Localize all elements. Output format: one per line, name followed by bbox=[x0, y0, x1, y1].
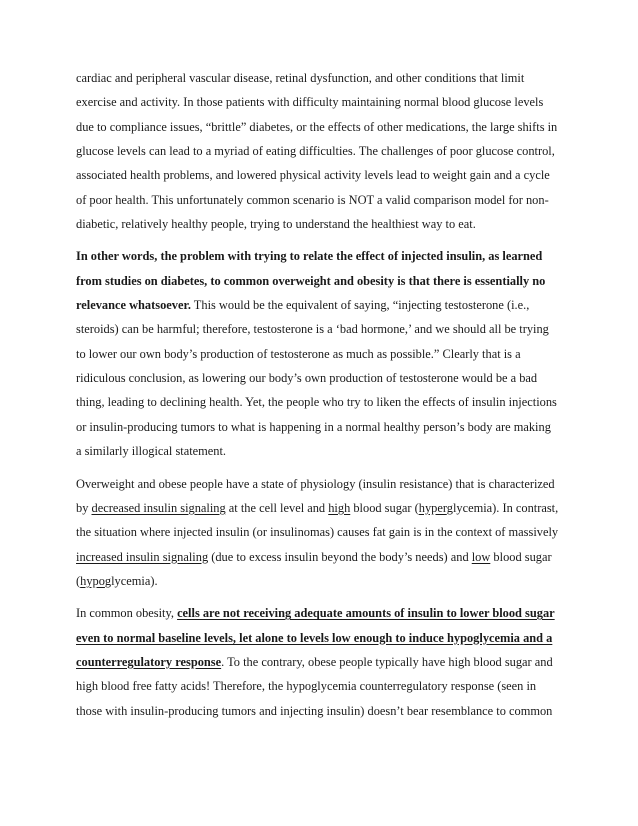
text-run: the situation where injected insulin (or insulinomas) causes fat gain is in the context of massively bbox=[76, 525, 559, 540]
underlined-text: hyper bbox=[418, 500, 447, 515]
text-line bbox=[76, 390, 566, 414]
text-run: Overweight and obese people have a state of physiology (insulin resistance) that is characterized bbox=[76, 476, 555, 491]
text-run: at the cell level and bbox=[225, 500, 329, 515]
text-run: blood sugar bbox=[490, 549, 552, 564]
text-line bbox=[76, 674, 566, 698]
document-page bbox=[76, 66, 566, 731]
bold-text: relevance whatsoever. bbox=[76, 298, 191, 313]
emphasized-text: cells are not receiving adequate amounts of insulin to lower blood sugar bbox=[177, 606, 555, 621]
text-run: (due to excess insulin beyond the body’s needs) and bbox=[208, 549, 472, 564]
underlined-text: low bbox=[471, 549, 491, 564]
text-line bbox=[76, 439, 566, 463]
text-run: cardiac and peripheral vascular disease, retinal dysfunction, and other conditions that limit bbox=[76, 71, 525, 85]
text-run: glycemia). bbox=[104, 573, 158, 588]
text-run: to lower our own body’s production of testosterone as much as possible.” Clearly that is a bbox=[76, 346, 521, 361]
text-line bbox=[76, 650, 566, 674]
text-run: diabetic, relatively healthy people, trying to understand the healthiest way to eat. bbox=[76, 217, 476, 232]
text-line bbox=[76, 66, 566, 90]
text-line bbox=[76, 626, 566, 650]
text-line bbox=[76, 188, 566, 212]
text-run: by bbox=[76, 500, 92, 515]
text-run: ridiculous conclusion, as lowering our body’s own production of testosterone would be a bad bbox=[76, 371, 538, 386]
bold-text: In other words, the problem with trying to relate the effect of injected insulin, as learned bbox=[76, 249, 543, 264]
text-line bbox=[76, 269, 566, 293]
text-line bbox=[76, 244, 566, 268]
text-line bbox=[76, 699, 566, 723]
text-run: exercise and activity. In those patients with difficulty maintaining normal blood glucose levels bbox=[76, 95, 544, 110]
paragraph bbox=[76, 601, 566, 723]
text-line bbox=[76, 496, 566, 520]
text-run: blood sugar ( bbox=[350, 500, 419, 515]
text-line bbox=[76, 342, 566, 366]
text-run: associated health problems, and lowered physical activity levels lead to weight gain and a cycle bbox=[76, 168, 550, 183]
text-run: those with insulin-producing tumors and injecting insulin) doesn’t bear resemblance to common bbox=[76, 703, 553, 718]
text-line bbox=[76, 366, 566, 390]
text-line bbox=[76, 415, 566, 439]
text-line bbox=[76, 545, 566, 569]
text-line bbox=[76, 163, 566, 187]
text-line bbox=[76, 115, 566, 139]
text-line bbox=[76, 317, 566, 341]
text-line bbox=[76, 139, 566, 163]
text-line bbox=[76, 90, 566, 114]
text-run: thing, leading to declining health. Yet, the people who try to liken the effects of insulin injections bbox=[76, 395, 557, 410]
paragraph bbox=[76, 472, 566, 594]
text-line bbox=[76, 293, 566, 317]
text-run: glucose levels can lead to a myriad of eating difficulties. The challenges of poor glucose control, bbox=[76, 144, 555, 159]
text-line bbox=[76, 601, 566, 625]
text-run: ( bbox=[76, 573, 81, 588]
text-run: glycemia). In contrast, bbox=[446, 500, 559, 515]
text-run: In common obesity, bbox=[76, 606, 178, 621]
underlined-text: high bbox=[328, 500, 351, 515]
text-line bbox=[76, 520, 566, 544]
underlined-text: hypo bbox=[80, 573, 105, 588]
text-line bbox=[76, 472, 566, 496]
text-run: . To the contrary, obese people typically have high blood sugar and bbox=[221, 654, 553, 669]
text-run: of poor health. This unfortunately common scenario is NOT a valid comparison model for non- bbox=[76, 192, 549, 207]
text-run: due to compliance issues, “brittle” diabetes, or the effects of other medications, the large shifts in bbox=[76, 119, 558, 134]
text-run: a similarly illogical statement. bbox=[76, 444, 227, 459]
paragraph bbox=[76, 244, 566, 463]
text-run: or insulin-producing tumors to what is happening in a normal healthy person’s body are making bbox=[76, 419, 551, 434]
emphasized-text: counterregulatory response bbox=[76, 654, 222, 669]
text-line bbox=[76, 212, 566, 236]
underlined-text: decreased insulin signaling bbox=[91, 500, 226, 515]
paragraph bbox=[76, 66, 566, 236]
text-run: steroids) can be harmful; therefore, testosterone is a ‘bad hormone,’ and we should all be trying bbox=[76, 322, 549, 337]
bold-text: from studies on diabetes, to common overweight and obesity is that there is essentially no bbox=[76, 273, 546, 288]
emphasized-text: even to normal baseline levels, let alone to levels low enough to induce hypoglycemia and a bbox=[76, 630, 553, 645]
underlined-text: increased insulin signaling bbox=[76, 549, 209, 564]
text-run: high blood free fatty acids! Therefore, the hypoglycemia counterregulatory response (seen in bbox=[76, 679, 537, 694]
text-run: This would be the equivalent of saying, “injecting testosterone (i.e., bbox=[190, 298, 530, 313]
text-line bbox=[76, 569, 566, 593]
